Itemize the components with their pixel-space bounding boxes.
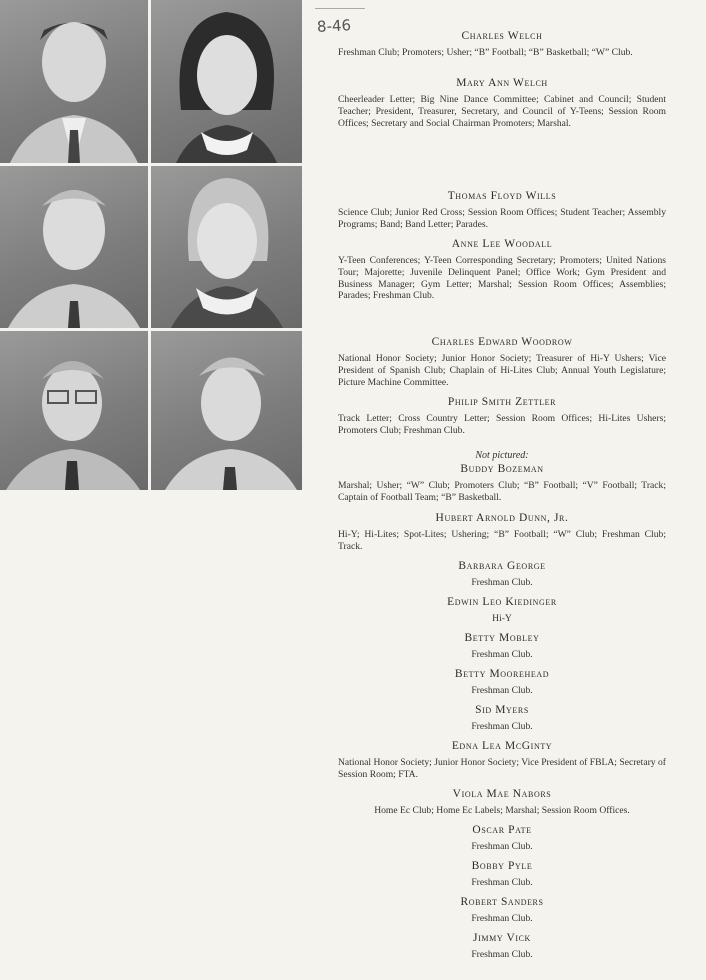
student-name: Robert Sanders: [460, 896, 544, 908]
student-activities: Marshal; Usher; “W” Club; Promoters Club; “B” Football; “V” Football; Track; Captain of Football Team; “B” Basketball.: [338, 480, 666, 503]
student-entry: [338, 77, 666, 129]
student-entry: [338, 190, 666, 231]
student-name: Thomas Floyd Wills: [447, 190, 557, 202]
portrait-photo: [151, 166, 302, 328]
not-pictured-label: Not pictured:: [475, 450, 529, 461]
student-entry: [338, 932, 666, 961]
student-name: Betty Mobley: [464, 632, 540, 644]
portrait-photo: [151, 331, 302, 490]
student-activities: Freshman Club.: [471, 913, 533, 924]
student-name: Edwin Leo Kiedinger: [447, 596, 557, 608]
student-name: Oscar Pate: [472, 824, 532, 836]
student-activities: National Honor Society; Junior Honor Society; Vice President of FBLA; Secretary of Session Room; FTA.: [338, 757, 666, 780]
student-name: Anne Lee Woodall: [451, 238, 553, 250]
student-entry: [338, 560, 666, 589]
student-name: Betty Moorehead: [454, 668, 550, 680]
student-entry: [338, 632, 666, 661]
student-name: Charles Edward Woodrow: [431, 336, 573, 348]
student-activities: Freshman Club.: [471, 649, 533, 660]
student-entry: [338, 740, 666, 781]
student-activities: Home Ec Club; Home Ec Labels; Marshal; Session Room Offices.: [374, 805, 630, 816]
student-activities: Freshman Club; Promoters; Usher; “B” Football; “B” Basketball; “W” Club.: [338, 47, 633, 58]
student-activities: Track Letter; Cross Country Letter; Session Room Offices; Hi-Lites Ushers; Promoters Club; Freshman Club.: [338, 413, 666, 436]
student-entry: [338, 824, 666, 853]
student-activities: Y-Teen Conferences; Y-Teen Corresponding Secretary; Promoters; United Nations Tour; Majorette; Juvenile Delinquent Panel; Office Work; Gym President and Business Manager; Gym Letter; Marshal; Session Room Offices; Assemblies; Parades; Freshman Club.: [338, 255, 666, 302]
student-activities: Freshman Club.: [471, 877, 533, 888]
student-entry: [338, 788, 666, 817]
student-activities: National Honor Society; Junior Honor Society; Treasurer of Hi-Y Ushers; Vice President of Spanish Club; Chaplain of Hi-Lites Club; Annual Youth Legislature; Picture Machine Committee.: [338, 353, 666, 388]
student-activities: Freshman Club.: [471, 721, 533, 732]
student-activities: Cheerleader Letter; Big Nine Dance Committee; Cabinet and Council; Student Teacher; President, Treasurer, Secretary, and Council of Y-Teens; Session Room Offices; Secretary and Social Chairman Promoters; Marshal.: [338, 94, 666, 129]
portrait-photo: [0, 331, 148, 490]
student-name: Edna Lea McGinty: [451, 740, 553, 752]
student-entry: [338, 860, 666, 889]
student-activities: Freshman Club.: [471, 949, 533, 960]
student-activities: Freshman Club.: [471, 685, 533, 696]
student-name: Buddy Bozeman: [460, 463, 544, 475]
student-activities: Hi-Y: [492, 613, 512, 624]
photo-grid: [0, 0, 302, 490]
student-activities: Freshman Club.: [471, 577, 533, 588]
portrait-photo: [151, 0, 302, 163]
student-entry: [338, 896, 666, 925]
student-name: Viola Mae Nabors: [452, 788, 552, 800]
student-entry: [338, 596, 666, 625]
not-pictured-section: [338, 450, 666, 461]
student-entry: [338, 396, 666, 437]
student-activities: Freshman Club.: [471, 841, 533, 852]
divider: [315, 8, 365, 9]
student-activities: Hi-Y; Hi-Lites; Spot-Lites; Ushering; “B” Football; “W” Club; Freshman Club; Track.: [338, 529, 666, 552]
student-entry: [338, 512, 666, 553]
student-name: Philip Smith Zettler: [447, 396, 557, 408]
student-name: Barbara George: [458, 560, 546, 572]
student-entry: [338, 704, 666, 733]
page-note: 8-46: [316, 16, 352, 36]
student-entry: [338, 336, 666, 388]
student-name: Hubert Arnold Dunn, Jr.: [435, 512, 569, 524]
student-name: Bobby Pyle: [471, 860, 533, 872]
student-entry: [338, 463, 666, 504]
student-name: Sid Myers: [475, 704, 529, 716]
portrait-photo: [0, 166, 148, 328]
student-entry: [338, 668, 666, 697]
student-name: Charles Welch: [461, 30, 543, 42]
student-entry: [338, 30, 666, 59]
portrait-photo: [0, 0, 148, 163]
student-activities: Science Club; Junior Red Cross; Session Room Offices; Student Teacher; Assembly Programs; Band; Band Letter; Parades.: [338, 207, 666, 230]
student-name: Mary Ann Welch: [456, 77, 548, 89]
student-name: Jimmy Vick: [473, 932, 531, 944]
student-entry: [338, 238, 666, 302]
